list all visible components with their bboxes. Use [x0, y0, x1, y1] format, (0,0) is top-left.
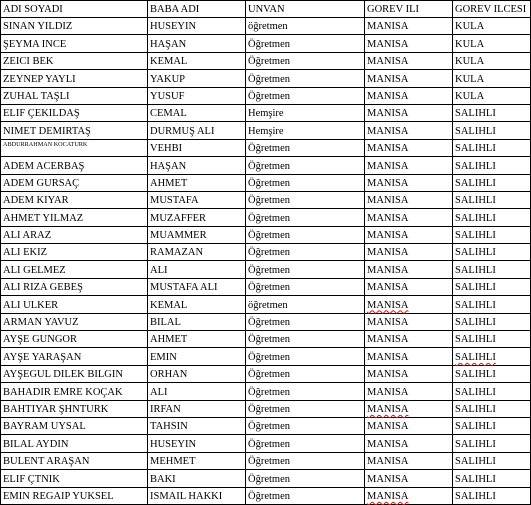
cell-name: ABDURRAHMAN KOCATURK — [1, 139, 148, 156]
table-row — [1, 417, 531, 434]
cell-province: MANISA — [365, 87, 453, 104]
cell-title: Öğretmen — [246, 52, 365, 69]
cell-province: MANISA — [365, 122, 453, 139]
cell-name: ZEICI BEK — [1, 52, 148, 69]
cell-father-name: KEMAL — [148, 296, 246, 313]
cell-district — [453, 348, 531, 365]
cell-title: Hemşire — [246, 104, 365, 121]
cell-father-name: HAŞAN — [148, 35, 246, 52]
table-row — [1, 191, 531, 208]
personnel-table-body — [1, 1, 531, 505]
cell-father-name: ALI — [148, 383, 246, 400]
table-row — [1, 278, 531, 295]
header-name: ADI SOYADI — [1, 1, 148, 18]
cell-title: Öğretmen — [246, 157, 365, 174]
cell-name: ŞEYMA INCE — [1, 35, 148, 52]
cell-title: öğretmen — [246, 296, 365, 313]
cell-title: Hemşire — [246, 122, 365, 139]
cell-title: Öğretmen — [246, 261, 365, 278]
cell-province: MANISA — [365, 139, 453, 156]
spellcheck-underline: MANISA — [367, 490, 409, 502]
cell-father-name: YUSUF — [148, 87, 246, 104]
cell-father-name: TAHSIN — [148, 417, 246, 434]
cell-name: BAHADIR EMRE KOÇAK — [1, 383, 148, 400]
cell-name: BAYRAM UYSAL — [1, 417, 148, 434]
cell-title: Öğretmen — [246, 139, 365, 156]
cell-province: MANISA — [365, 226, 453, 243]
cell-province: MANISA — [365, 435, 453, 452]
cell-district: SALIHLI — [453, 209, 531, 226]
cell-province: MANISA — [365, 191, 453, 208]
header-district: GOREV ILCESI — [453, 1, 531, 18]
cell-name: ALI ULKER — [1, 296, 148, 313]
cell-province: MANISA — [365, 331, 453, 348]
cell-name: AYŞE YARAŞAN — [1, 348, 148, 365]
cell-district: SALIHLI — [453, 417, 531, 434]
cell-district: SALIHLI — [453, 452, 531, 469]
table-row — [1, 18, 531, 35]
cell-province: MANISA — [365, 365, 453, 382]
cell-province — [365, 487, 453, 504]
cell-province: MANISA — [365, 452, 453, 469]
cell-district: SALIHLI — [453, 383, 531, 400]
cell-district: SALIHLI — [453, 122, 531, 139]
cell-father-name: YAKUP — [148, 70, 246, 87]
cell-title: Öğretmen — [246, 244, 365, 261]
table-row — [1, 452, 531, 469]
cell-title: Öğretmen — [246, 278, 365, 295]
cell-title: Öğretmen — [246, 226, 365, 243]
cell-name: AYŞEGUL DILEK BILGIN — [1, 365, 148, 382]
cell-name: ADEM KIYAR — [1, 191, 148, 208]
cell-province: MANISA — [365, 174, 453, 191]
cell-name: ELIF ÇEKILDAŞ — [1, 104, 148, 121]
cell-province: MANISA — [365, 348, 453, 365]
cell-title: Öğretmen — [246, 435, 365, 452]
table-row — [1, 70, 531, 87]
header-father-name: BABA ADI — [148, 1, 246, 18]
cell-father-name: MUAMMER — [148, 226, 246, 243]
table-row — [1, 296, 531, 313]
cell-district: KULA — [453, 35, 531, 52]
cell-district: SALIHLI — [453, 365, 531, 382]
cell-name: BULENT ARAŞAN — [1, 452, 148, 469]
table-row — [1, 52, 531, 69]
cell-district: SALIHLI — [453, 139, 531, 156]
cell-name: ADEM GURSAÇ — [1, 174, 148, 191]
cell-name: ZUHAL TAŞLI — [1, 87, 148, 104]
cell-province: MANISA — [365, 470, 453, 487]
spellcheck-underline: MANISA — [367, 403, 409, 415]
table-row — [1, 122, 531, 139]
cell-father-name: HUSEYIN — [148, 18, 246, 35]
table-row — [1, 157, 531, 174]
cell-father-name: AHMET — [148, 331, 246, 348]
cell-province: MANISA — [365, 383, 453, 400]
cell-district: SALIHLI — [453, 226, 531, 243]
cell-name: AHMET YILMAZ — [1, 209, 148, 226]
header-title: UNVAN — [246, 1, 365, 18]
cell-district: KULA — [453, 87, 531, 104]
table-row — [1, 104, 531, 121]
cell-title: Öğretmen — [246, 313, 365, 330]
cell-province: MANISA — [365, 52, 453, 69]
cell-father-name: ISMAIL HAKKI — [148, 487, 246, 504]
cell-name: ARMAN YAVUZ — [1, 313, 148, 330]
cell-title: Öğretmen — [246, 174, 365, 191]
cell-district: SALIHLI — [453, 174, 531, 191]
cell-title: Öğretmen — [246, 209, 365, 226]
cell-father-name: KEMAL — [148, 52, 246, 69]
table-row — [1, 348, 531, 365]
cell-title: Öğretmen — [246, 331, 365, 348]
cell-province: MANISA — [365, 313, 453, 330]
spellcheck-underline: SALIHLI — [455, 351, 496, 363]
cell-name: NIMET DEMIRTAŞ — [1, 122, 148, 139]
cell-district: SALIHLI — [453, 244, 531, 261]
table-row — [1, 226, 531, 243]
cell-title: Öğretmen — [246, 400, 365, 417]
cell-name: ALI ARAZ — [1, 226, 148, 243]
cell-father-name: DURMUŞ ALI — [148, 122, 246, 139]
cell-district: SALIHLI — [453, 331, 531, 348]
cell-title: Öğretmen — [246, 191, 365, 208]
cell-father-name: HAŞAN — [148, 157, 246, 174]
cell-father-name: AHMET — [148, 174, 246, 191]
cell-father-name: BILAL — [148, 313, 246, 330]
spellcheck-underline: MANISA — [367, 299, 409, 311]
cell-name: SINAN YILDIZ — [1, 18, 148, 35]
cell-father-name: RAMAZAN — [148, 244, 246, 261]
cell-father-name: EMIN — [148, 348, 246, 365]
cell-district: SALIHLI — [453, 400, 531, 417]
cell-father-name: CEMAL — [148, 104, 246, 121]
cell-province: MANISA — [365, 157, 453, 174]
table-row — [1, 313, 531, 330]
cell-title: Öğretmen — [246, 452, 365, 469]
cell-father-name: MUZAFFER — [148, 209, 246, 226]
cell-title: Öğretmen — [246, 70, 365, 87]
cell-father-name: HUSEYIN — [148, 435, 246, 452]
cell-province: MANISA — [365, 104, 453, 121]
cell-name: ALI GELMEZ — [1, 261, 148, 278]
cell-father-name: ORHAN — [148, 365, 246, 382]
cell-province: MANISA — [365, 244, 453, 261]
cell-province: MANISA — [365, 417, 453, 434]
table-row — [1, 365, 531, 382]
cell-district: SALIHLI — [453, 278, 531, 295]
cell-name: BILAL AYDIN — [1, 435, 148, 452]
cell-district: SALIHLI — [453, 104, 531, 121]
cell-title: Öğretmen — [246, 87, 365, 104]
table-row — [1, 209, 531, 226]
table-header-row — [1, 1, 531, 18]
table-row — [1, 244, 531, 261]
cell-title: Öğretmen — [246, 470, 365, 487]
cell-name: BAHTIYAR ŞHNTURK — [1, 400, 148, 417]
cell-province: MANISA — [365, 209, 453, 226]
cell-district: SALIHLI — [453, 191, 531, 208]
cell-father-name: VEHBI — [148, 139, 246, 156]
cell-province: MANISA — [365, 70, 453, 87]
cell-title: Öğretmen — [246, 417, 365, 434]
cell-title: Öğretmen — [246, 35, 365, 52]
cell-father-name: MUSTAFA — [148, 191, 246, 208]
cell-province: MANISA — [365, 278, 453, 295]
cell-name: AYŞE GUNGOR — [1, 331, 148, 348]
cell-father-name: MUSTAFA ALI — [148, 278, 246, 295]
cell-province: MANISA — [365, 261, 453, 278]
table-row — [1, 35, 531, 52]
cell-father-name: ALI — [148, 261, 246, 278]
cell-father-name: BAKI — [148, 470, 246, 487]
table-row — [1, 261, 531, 278]
cell-district: SALIHLI — [453, 435, 531, 452]
cell-name: ALI RIZA GEBEŞ — [1, 278, 148, 295]
cell-district: KULA — [453, 70, 531, 87]
cell-name: EMIN REGAIP YUKSEL — [1, 487, 148, 504]
cell-province — [365, 296, 453, 313]
cell-father-name: MEHMET — [148, 452, 246, 469]
cell-province: MANISA — [365, 35, 453, 52]
table-row — [1, 87, 531, 104]
cell-district: SALIHLI — [453, 487, 531, 504]
cell-title: Öğretmen — [246, 383, 365, 400]
table-row — [1, 139, 531, 156]
cell-district: SALIHLI — [453, 261, 531, 278]
cell-title: Öğretmen — [246, 487, 365, 504]
cell-district: SALIHLI — [453, 470, 531, 487]
cell-name: ALI EKIZ — [1, 244, 148, 261]
cell-title: Öğretmen — [246, 348, 365, 365]
cell-title: öğretmen — [246, 18, 365, 35]
cell-district: SALIHLI — [453, 313, 531, 330]
table-row — [1, 435, 531, 452]
cell-district: KULA — [453, 18, 531, 35]
cell-name: ELIF ÇTNIK — [1, 470, 148, 487]
table-row — [1, 470, 531, 487]
cell-province — [365, 400, 453, 417]
cell-name: ZEYNEP YAYLI — [1, 70, 148, 87]
cell-province: MANISA — [365, 18, 453, 35]
cell-name: ADEM ACERBAŞ — [1, 157, 148, 174]
cell-father-name: IRFAN — [148, 400, 246, 417]
table-row — [1, 331, 531, 348]
table-row — [1, 174, 531, 191]
header-province: GOREV ILI — [365, 1, 453, 18]
table-row — [1, 383, 531, 400]
table-row — [1, 487, 531, 504]
cell-district: SALIHLI — [453, 296, 531, 313]
cell-title: Öğretmen — [246, 365, 365, 382]
table-row — [1, 400, 531, 417]
cell-district: SALIHLI — [453, 157, 531, 174]
cell-district: KULA — [453, 52, 531, 69]
